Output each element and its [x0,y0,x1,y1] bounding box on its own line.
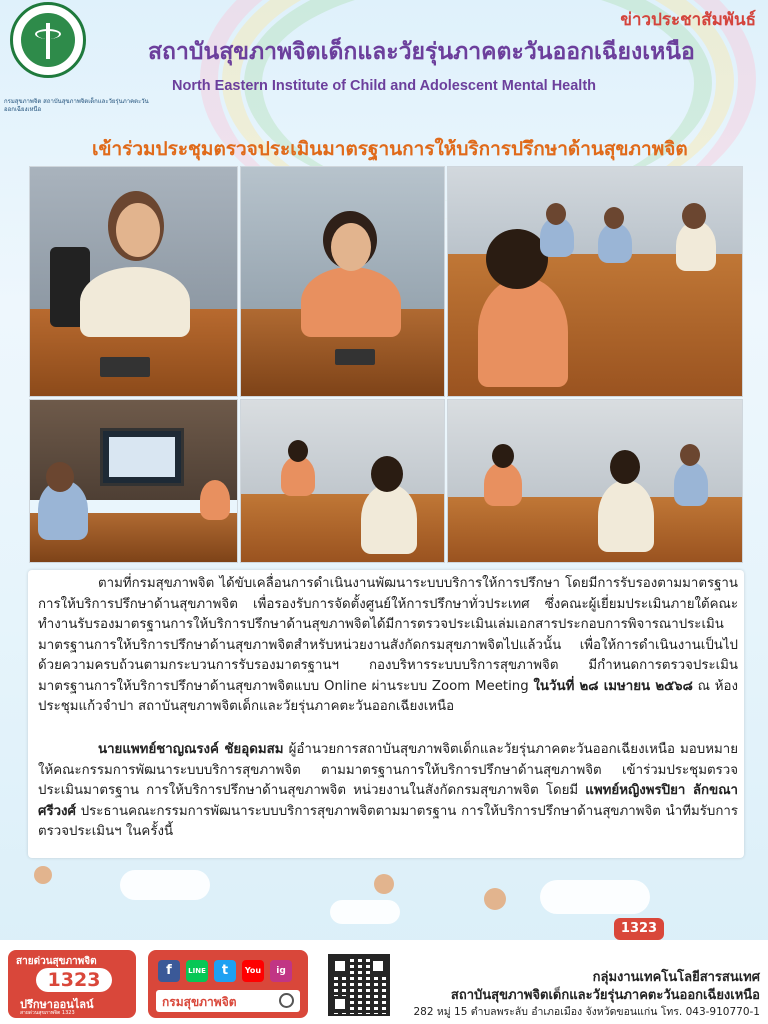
search-label: กรมสุขภาพจิต [162,995,237,1009]
hotline-mascot-sign: 1323 [614,918,664,940]
twitter-icon[interactable]: t [214,960,236,982]
org-name-thai: สถาบันสุขภาพจิตเด็กและวัยรุ่นภาคตะวันออกเฉียงเหนือ [148,39,695,65]
child-figure-decoration [34,866,52,884]
director-name: นายแพทย์ชาญณรงค์ ชัยอุดมสม [98,742,284,757]
photo-woman-orange-shirt [240,166,445,397]
child-figure-decoration [374,874,394,894]
logo-caption: กรมสุขภาพจิต สถาบันสุขภาพจิตเด็กและวัยรุ่นภาคตะวันออกเฉียงเหนือ [4,98,149,113]
photo-meeting-room-side [447,399,743,563]
paragraph-2-text: ผู้อำนวยการสถาบันสุขภาพจิตเด็กและวัยรุ่นภาคตะวันออกเฉียงเหนือ มอบหมายให้คณะกรรมการพัฒนาระบบบริการสุขภาพจิต ตามมาตรฐานการให้บริการปรึกษาด้านสุขภาพจิต เข้าร่วมประชุมตรวจประเมินมาตรฐาน การให้บริการปรึกษาด้านสุขภาพจิต หน่วยงานในสังกัดกรมสุขภาพจิต โดยมี [38,742,739,798]
hotline-number: 1323 [36,968,112,992]
qr-code[interactable] [328,954,390,1016]
photo-woman-speaking [29,166,238,397]
child-figure-decoration [484,888,506,910]
ministry-logo [10,2,86,78]
cloud-decoration [540,880,650,914]
search-icon [279,993,294,1008]
facebook-icon[interactable]: f [158,960,180,982]
institute-name-footer: สถาบันสุขภาพจิตเด็กและวัยรุ่นภาคตะวันออกเฉียงเหนือ [450,988,760,1003]
chair-name: แพทย์หญิงพรปิยา ลักขณาศรีวงศ์ [38,783,738,819]
article-paragraph-2 [38,740,738,843]
photo-meeting-table [447,166,743,397]
search-dmh-box[interactable] [156,990,300,1012]
paragraph-1-location: ณ ห้องประชุมแก้วจำปา สถาบันสุขภาพจิตเด็กและวัยรุ่นภาคตะวันออกเฉียงเหนือ [38,678,738,714]
photo-zoom-screen [29,399,238,563]
hotline-small-label: สายด่วนสุขภาพจิต 1323 [20,1010,75,1016]
social-media-banner [148,950,308,1018]
article-paragraph-1 [38,574,738,718]
paragraph-1-text: ตามที่กรมสุขภาพจิต ได้ขับเคลื่อนการดำเนินงานพัฒนาระบบบริการให้การปรึกษา โดยมีการรับรองตามมาตรฐานการให้บริการปรึกษาด้านสุขภาพจิต เพื่อรองรับการจัดตั้งศูนย์ให้การปรึกษาทั่วประเทศ ซึ่งคณะผู้เยี่ยมประเมินภายใต้คณะทำงานรับรองมาตรฐานการให้บริการปรึกษาด้านสุขภาพจิตได้มีการตรวจประเมินเล่มเอกสารประกอบการพิจารณาประเมินมาตรฐานการให้บริการปรึกษาด้านสุขภาพจิตสำหรับหน่วยงานสังกัดกรมสุขภาพจิตไปแล้วนั้น เพื่อให้การดำเนินงานเป็นไปด้วยความครบถ้วนตามกระบวนการรับรองมาตรฐานฯ กองบริหารระบบบริการสุขภาพจิต มีกำหนดการตรวจประเมินมาตรฐานการให้บริการปรึกษาด้านสุขภาพจิตแบบ Online ผ่านระบบ Zoom Meeting [38,576,738,694]
hotline-banner[interactable] [8,950,136,1018]
paragraph-2-ending: ประธานคณะกรรมการพัฒนาระบบบริการสุขภาพจิตตามมาตรฐาน การให้บริการปรึกษาด้านสุขภาพจิต นำทีมรับการตรวจประเมินฯ ในครั้งนี้ [38,803,738,839]
cloud-decoration [330,900,400,924]
photo-meeting-room-wide [240,399,445,563]
cloud-decoration [120,870,210,900]
online-counseling-label: ปรึกษาออนไลน์ [20,998,94,1011]
meeting-date: ในวันที่ ๒๘ เมษายน ๒๕๖๘ [533,678,693,694]
category-tag: ข่าวประชาสัมพันธ์ [620,10,756,30]
department-name: กลุ่มงานเทคโนโลยีสารสนเทศ [592,970,760,985]
news-headline: เข้าร่วมประชุมตรวจประเมินมาตรฐานการให้บริการปรึกษาด้านสุขภาพจิต [92,138,688,160]
youtube-icon[interactable]: You [242,960,264,982]
institute-address: 282 หมู่ 15 ตำบลพระลับ อำเภอเมือง จังหวัดขอนแก่น โทร. 043-910770-1 [413,1006,760,1018]
instagram-icon[interactable]: ig [270,960,292,982]
line-icon[interactable]: LINE [186,960,208,982]
org-name-english: North Eastern Institute of Child and Adolescent Mental Health [172,78,597,94]
hotline-title: สายด่วนสุขภาพจิต [16,956,97,967]
